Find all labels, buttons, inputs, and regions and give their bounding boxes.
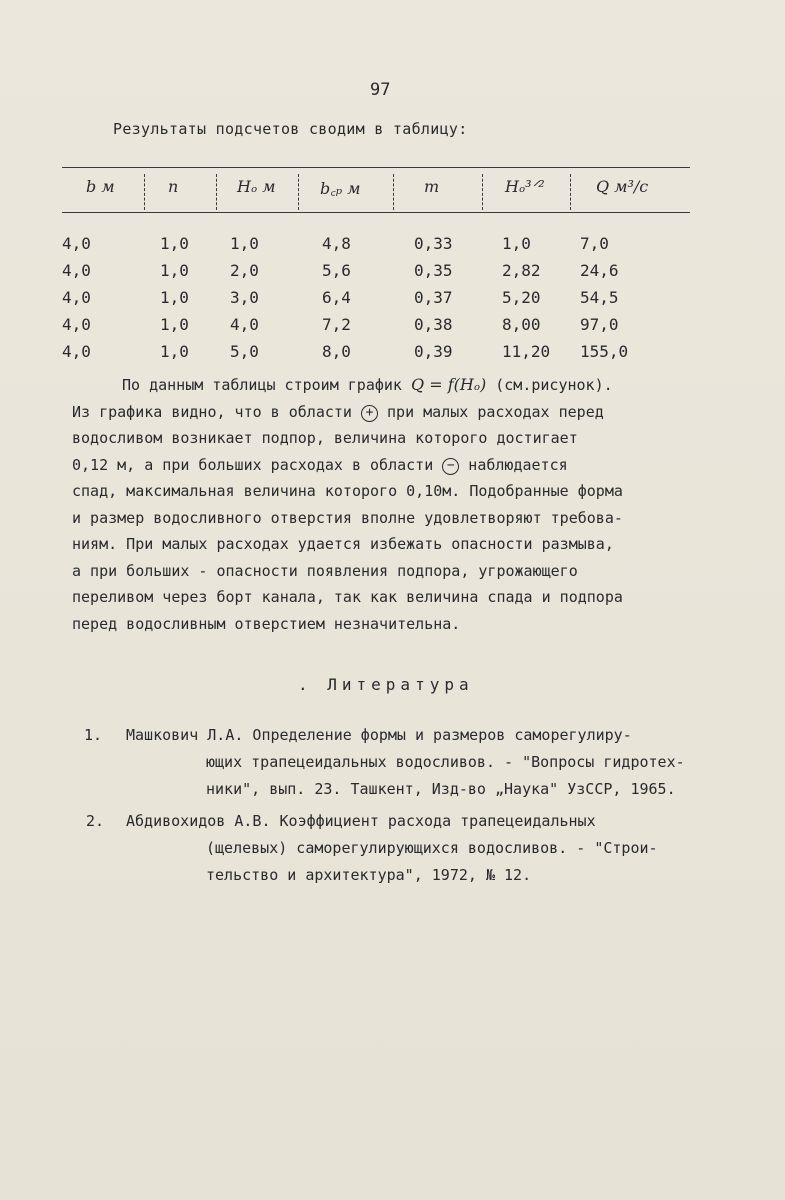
reference-number: 1. xyxy=(84,726,103,744)
table-cell: 4,0 xyxy=(62,261,91,280)
table-cell: 8,0 xyxy=(322,342,351,361)
paragraph-line: водосливом возникает подпор, величина которого достигает xyxy=(72,429,578,447)
table-row xyxy=(62,284,650,311)
col-header-bcp: b꜀ₚ м xyxy=(320,179,361,198)
table-cell: 4,8 xyxy=(322,234,351,253)
table-cell: 1,0 xyxy=(160,261,189,280)
table-cell: 3,0 xyxy=(230,288,259,307)
page-number: 97 xyxy=(370,80,391,100)
table-cell: 1,0 xyxy=(160,315,189,334)
table-cell: 1,0 xyxy=(160,288,189,307)
paragraph-line: а при больших - опасности появления подпора, угрожающего xyxy=(72,561,578,580)
table-row xyxy=(62,311,650,338)
reference-line: ники", вып. 23. Ташкент, Изд-во „Наука" УзССР, 1965. xyxy=(206,780,676,798)
table-cell: 1,0 xyxy=(230,234,259,253)
table-cell: 11,20 xyxy=(502,342,551,361)
table-cell: 8,00 xyxy=(502,315,541,334)
table-header-rule xyxy=(62,212,690,213)
table-cell: 6,4 xyxy=(322,288,351,307)
paragraph-line: и размер водосливного отверстия вполне удовлетворяют требова- xyxy=(72,508,623,527)
table-cell: 0,38 xyxy=(414,315,453,334)
table-cell: 2,82 xyxy=(502,261,541,280)
table-cell: 4,0 xyxy=(62,288,91,307)
table-row xyxy=(62,257,650,284)
formula: Q = f(Hₒ) xyxy=(411,375,487,394)
col-header-h0: Hₒ м xyxy=(237,177,276,196)
reference-item xyxy=(84,722,685,803)
table-cell: 7,2 xyxy=(322,315,351,334)
table-cell: 1,0 xyxy=(160,342,189,361)
table-cell: 7,0 xyxy=(580,234,609,253)
col-header-n: n xyxy=(168,177,179,196)
reference-item xyxy=(86,808,658,889)
table-cell: 54,5 xyxy=(580,288,619,307)
paragraph-text: По данным таблицы строим график xyxy=(122,376,402,394)
reference-line: ющих трапецеидальных водосливов. - "Вопросы гидротех- xyxy=(206,753,685,771)
paragraph-line xyxy=(72,372,623,399)
col-separator xyxy=(482,174,483,210)
paragraph-line: ниям. При малых расходах удается избежать опасности размыва, xyxy=(72,535,614,553)
table-cell: 0,35 xyxy=(414,261,453,280)
col-separator xyxy=(393,174,394,210)
reference-line: Машкович Л.А. Определение формы и размеров саморегулиру- xyxy=(126,726,632,744)
table-cell: 5,6 xyxy=(322,261,351,280)
paragraph-text: при малых расходах перед xyxy=(387,402,604,421)
col-separator xyxy=(216,174,217,210)
paragraph-text: 0,12 м, а при больших расходах в области xyxy=(72,455,434,474)
minus-circle-icon: − xyxy=(442,458,459,475)
reference-line: Абдивохидов А.В. Коэффициент расхода трапецеидальных xyxy=(126,812,596,830)
col-separator xyxy=(570,174,571,210)
col-separator xyxy=(298,174,299,210)
paragraph-text: (см.рисунок). xyxy=(495,376,613,394)
table-cell: 2,0 xyxy=(230,261,259,280)
table-row xyxy=(62,230,650,257)
table-cell: 0,33 xyxy=(414,234,453,253)
table-row xyxy=(62,338,650,365)
body-paragraph xyxy=(72,372,623,637)
table-cell: 0,39 xyxy=(414,342,453,361)
paragraph-line: переливом через борт канала, так как величина спада и подпора xyxy=(72,588,623,606)
col-header-b: b м xyxy=(86,177,115,196)
paragraph-text: Из графика видно, что в области xyxy=(72,402,352,421)
plus-circle-icon: + xyxy=(361,405,378,422)
literature-heading: . Литература xyxy=(298,675,474,694)
table-cell: 4,0 xyxy=(62,342,91,361)
col-header-h032: Hₒ³ᐟ² xyxy=(505,177,545,196)
col-separator xyxy=(144,174,145,210)
table-top-rule xyxy=(62,167,690,168)
paragraph-line xyxy=(72,399,623,426)
table-cell: 5,20 xyxy=(502,288,541,307)
table-cell: 4,0 xyxy=(230,315,259,334)
table-cell: 4,0 xyxy=(62,315,91,334)
reference-line: тельство и архитектура", 1972, № 12. xyxy=(206,866,532,884)
results-table xyxy=(62,230,650,365)
paragraph-line: спад, максимальная величина которого 0,10м. Подобранные форма xyxy=(72,482,623,500)
paragraph-line: перед водосливным отверстием незначительна. xyxy=(72,614,461,633)
col-header-q: Q м³/с xyxy=(596,177,649,196)
intro-text: Результаты подсчетов сводим в таблицу: xyxy=(113,120,468,138)
col-header-m: m xyxy=(424,177,440,196)
table-cell: 24,6 xyxy=(580,261,619,280)
table-cell: 1,0 xyxy=(502,234,531,253)
table-cell: 155,0 xyxy=(580,342,629,361)
reference-number: 2. xyxy=(86,812,105,830)
table-cell: 5,0 xyxy=(230,342,259,361)
paragraph-text: наблюдается xyxy=(468,455,568,474)
reference-line: (щелевых) саморегулирующихся водосливов. - "Строи- xyxy=(206,839,658,857)
table-cell: 97,0 xyxy=(580,315,619,334)
table-cell: 1,0 xyxy=(160,234,189,253)
paragraph-line xyxy=(72,452,623,479)
table-cell: 0,37 xyxy=(414,288,453,307)
table-cell: 4,0 xyxy=(62,234,91,253)
